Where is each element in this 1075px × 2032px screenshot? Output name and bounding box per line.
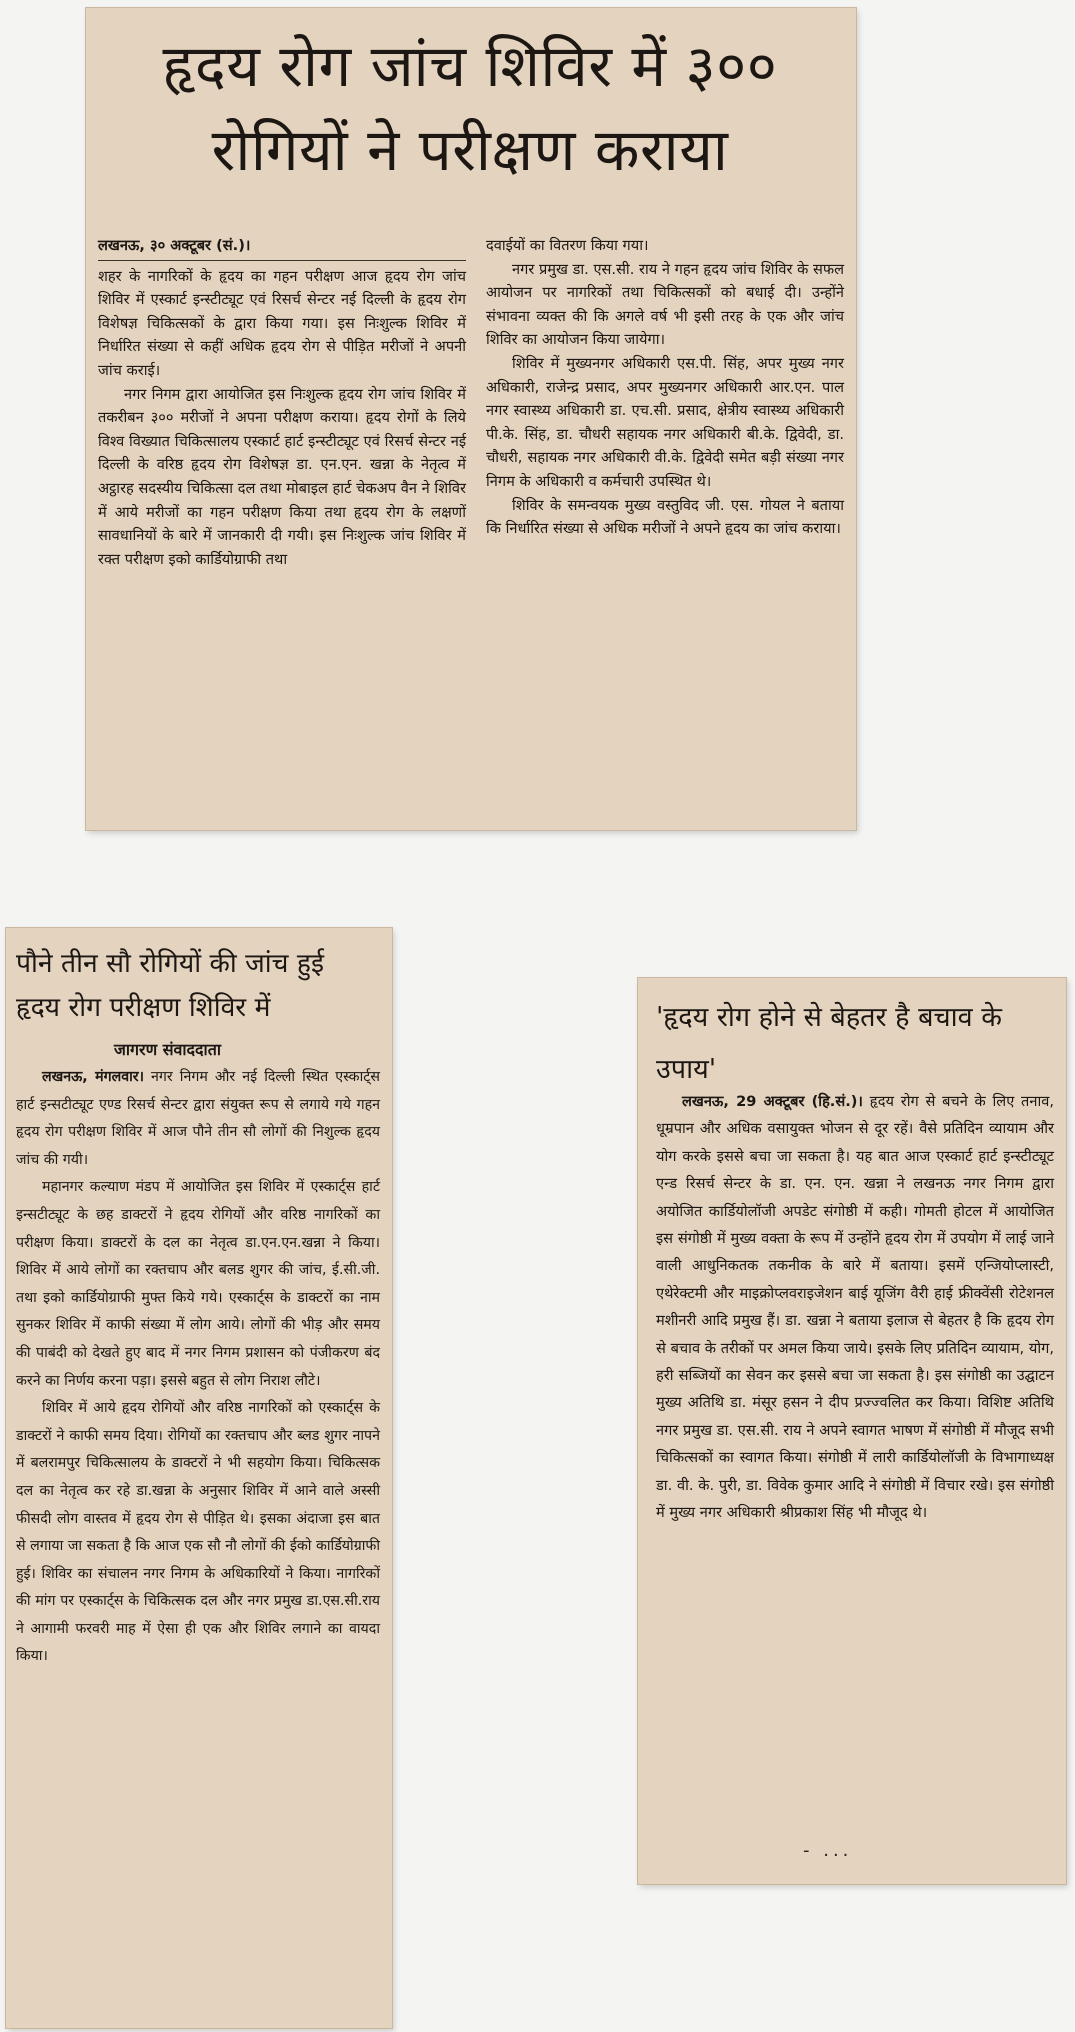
cut-off-text: - ... (803, 1840, 853, 1861)
dateline: लखनऊ, मंगलवार। (42, 1069, 144, 1085)
paragraph (16, 1064, 380, 1174)
news-clipping-heart-camp-300 (86, 8, 856, 830)
paragraph: नगर प्रमुख डा. एस.सी. राय ने गहन हृदय जांच शिविर के सफल आयोजन पर नागरिकों तथा चिकित्सकों को बधाई दी। उन्होंने संभावना व्यक्त की कि अगले वर्ष भी इसी तरह के एक और जांच शिविर का आयोजन किया जायेगा। (486, 260, 844, 349)
headline (16, 942, 386, 1030)
paragraph: शिविर के समन्वयक मुख्य वस्तुविद जी. एस. गोयल ने बताया कि निर्धारित संख्या से अधिक मरीजों ने अपने हृदय का जांच कराया। (486, 496, 844, 538)
news-clipping-prevention (638, 978, 1066, 1884)
paragraph: शहर के नागरिकों के हृदय का गहन परीक्षण आज हृदय रोग जांच शिविर में एस्कार्ट इन्स्टीट्यूट एवं रिसर्च सेन्टर नई दिल्ली के हृदय रोग विशेषज्ञ चिकित्सकों के द्वारा किया गया। इस निःशुल्क शिविर में निर्धारित संख्या से कहीं अधिक हृदय रोग से पीड़ित मरीजों ने अपनी जांच कराई। (98, 267, 466, 379)
article-column (656, 1088, 1054, 1527)
paragraph: दवाईयों का वितरण किया गया। (486, 237, 649, 254)
paragraph: शिविर में मुख्यनगर अधिकारी एस.पी. सिंह, अपर मुख्य नगर अधिकारी, राजेन्द्र प्रसाद, अपर मुख्यनगर अधिकारी आर.एन. पाल नगर स्वास्थ्य अधिकारी डा. एच.सी. प्रसाद, क्षेत्रीय स्वास्थ्य अधिकारी पी.के. सिंह, डा. चौधरी सहायक नगर अधिकारी बी.के. द्विवेदी, डा. चौधरी, सहायक नगर अधिकारी वी.के. द्विवेदी समेत बड़ी संख्या नगर निगम के अधिकारी व कर्मचारी उपस्थित थे। (486, 354, 844, 490)
paragraph (656, 1088, 1054, 1527)
headline-line-2: हृदय रोग परीक्षण शिविर में (16, 992, 271, 1023)
news-clipping-jagran (6, 928, 392, 2028)
dateline: लखनऊ, ३० अक्टूबर (सं.)। (98, 234, 466, 261)
paragraph-text: नगर निगम और नई दिल्ली स्थित एस्कार्ट्स हार्ट इन्सटीट्यूट एण्ड रिसर्च सेन्टर द्वारा संयुक्त रूप से लगाये गये गहन हृदय रोग परीक्षण शिविर में आज पौने तीन सौ लोगों की निशुल्क हृदय जांच की गयी। (16, 1069, 380, 1168)
paragraph: महानगर कल्याण मंडप में आयोजित इस शिविर में एस्कार्ट्स हार्ट इन्सटीट्यूट के छह डाक्टरों ने हृदय रोगियों और वरिष्ठ नागरिकों का परीक्षण किया। डाक्टरों के दल का नेतृत्व डा.एन.एन.खन्ना ने किया। शिविर में आये लोगों का रक्तचाप और बलड शुगर की जांच, ई.सी.जी. तथा इको कार्डियोग्राफी मुफ्त किये गये। एस्कार्ट्स के डाक्टरों का नाम सुनकर शिविर में काफी संख्या में लोग आये। लोगों की भीड़ और समय की पाबंदी को देखते हुए बाद में नगर निगम प्रशासन को पंजीकरण बंद करने का निर्णय करना पड़ा। इससे बहुत से लोग निराश लौटे। (16, 1179, 380, 1389)
paragraph: शिविर में आये हृदय रोगियों और वरिष्ठ नागरिकों को एस्कार्ट्स के डाक्टरों ने काफी समय दिया। रोगियों का रक्तचाप और ब्लड शुगर नापने में बलरामपुर चिकित्सालय के डाक्टरों ने भी सहयोग किया। चिकित्सक दल का नेतृत्व कर रहे डा.खन्ना के अनुसार शिविर में आने वाले अस्सी फीसदी लोग वास्तव में हृदय रोग से पीड़ित थे। इसका अंदाजा इस बात से लगाया जा सकता है कि आज एक सौ नौ लोगों की ईको कार्डियोग्राफी हुई। शिविर का संचालन नगर निगम के अधिकारियों ने किया। नागरिकों की मांग पर एस्कार्ट्स के चिकित्सक दल और नगर प्रमुख डा.एस.सी.राय ने आगामी फरवरी माह में ऐसा ही एक और शिविर लगाने का वायदा किया। (16, 1400, 380, 1665)
headline: हृदय रोग जांच शिविर में ३०० रोगियों ने परीक्षण कराया (162, 32, 778, 184)
dateline: लखनऊ, 29 अक्टूबर (हि.सं.)। (682, 1093, 863, 1110)
headline: 'हृदय रोग होने से बेहतर है बचाव के उपाय' (656, 1002, 1002, 1085)
article-column-2 (486, 234, 844, 541)
byline: जागरण संवाददाता (114, 1040, 221, 1059)
paragraph: नगर निगम द्वारा आयोजित इस निःशुल्क हृदय रोग जांच शिविर में तकरीबन ३०० मरीजों ने अपना परीक्षण कराया। हृदय रोगों के लिये विश्व विख्यात चिकित्सालय एस्कार्ट हार्ट इन्स्टीट्यूट एवं रिसर्च सेन्टर नई दिल्ली के वरिष्ठ हृदय रोग विशेषज्ञ डा. एन.एन. खन्ना के नेतृत्व में अट्ठारह सदस्यीय चिकित्सा दल तथा मोबाइल हार्ट चेकअप वैन ने शिविर में आये मरीजों का गहन परीक्षण किया तथा हृदय रोग के लक्षणों सावधानियों के बारे में जानकारी दी गयी। इस निःशुल्क जांच शिविर में रक्त परीक्षण इको कार्डियोग्राफी तथा (98, 385, 466, 568)
article-column-1 (98, 234, 466, 571)
paragraph-text: हृदय रोग से बचने के लिए तनाव, धूम्रपान और अधिक वसायुक्त भोजन से दूर रहें। वैसे प्रतिदिन व्यायाम और योग करके इससे बचा जा सकता है। यह बात आज एस्कार्ट हार्ट इन्स्टीट्यूट एन्ड रिसर्च सेन्टर के डा. एन. एन. खन्ना ने लखनऊ नगर निगम द्वारा अयोजित कार्डियोलॉजी अपडेट संगोष्ठी में कही। गोमती होटल में आयोजित इस संगोष्ठी में मुख्य वक्ता के रूप में उन्होंने हृदय रोग में उपयोग में लाई जाने वाली आधुनिकतक तकनीक के बारे में बताया। इसमें एन्जियोप्लास्टी, एथेरेक्टमी और माइक्रोप्लवराइजेशन बाई यूजिंग वैरी हाई फ्रीक्वेंसी रोटेशनल मशीनरी आदि प्रमुख हैं। डा. खन्ना ने बताया इलाज से बेहतर है कि हृदय रोग से बचाव के तरीकों पर अमल किया जाये। इसके लिए प्रतिदिन व्यायाम, योग, हरी सब्जियों का सेवन कर इससे बचा जा सकता है। इस संगोष्ठी का उद्घाटन मुख्य अतिथि डा. मंसूर हसन ने दीप प्रज्ज्वलित कर किया। विशिष्ट अतिथि नगर प्रमुख डा. एस.सी. राय ने अपने स्वागत भाषण में संगोष्ठी में मौजूद सभी चिकित्सकों का स्वागत किया। संगोष्ठी में लारी कार्डियोलॉजी के विभागाध्यक्ष डा. वी. के. पुरी, डा. विवेक कुमार आदि ने संगोष्ठी में विचार रखे। इस संगोष्ठी में मुख्य नगर अधिकारी श्रीप्रकाश सिंह भी मौजूद थे। (656, 1093, 1054, 1522)
headline-line-1: पौने तीन सौ रोगियों की जांच हुई (16, 948, 324, 979)
article-column (16, 1064, 380, 1671)
